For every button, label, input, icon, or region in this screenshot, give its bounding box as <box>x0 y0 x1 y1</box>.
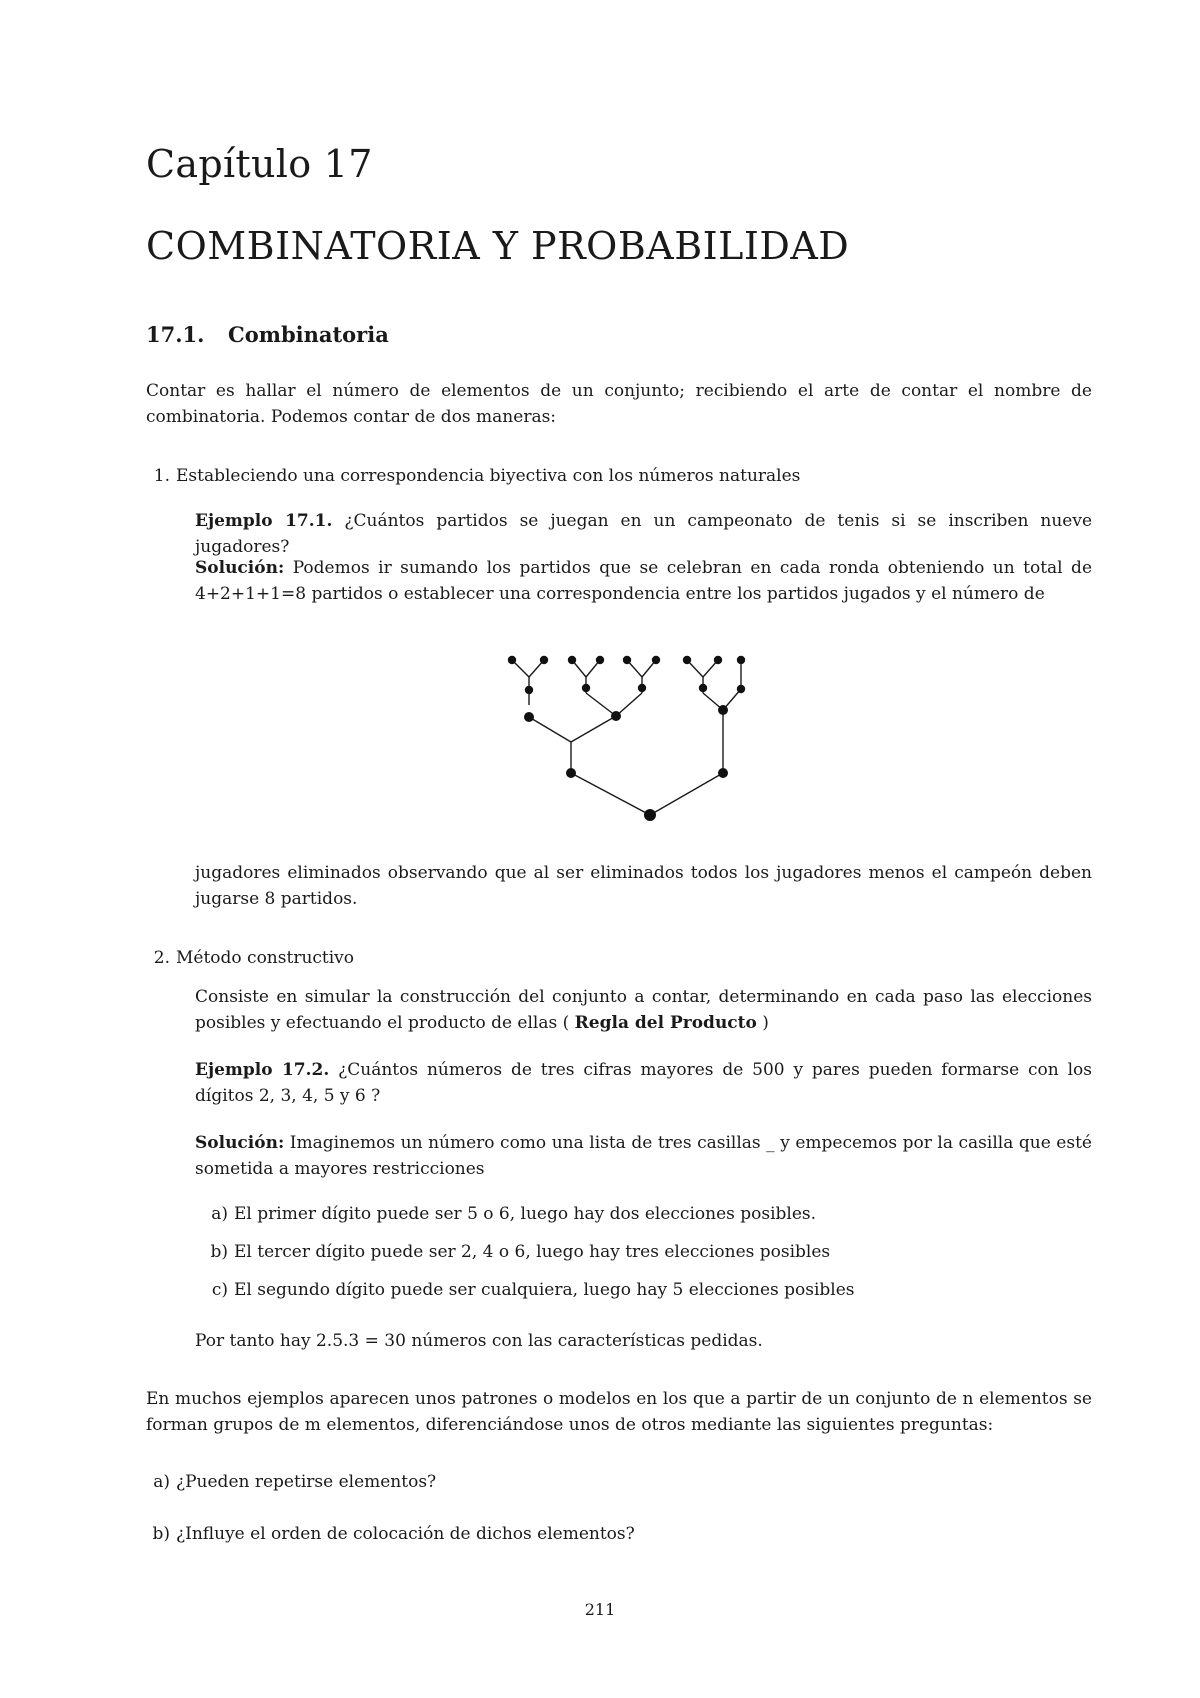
example-text: ¿Cuántos números de tres cifras mayores de 500 y pares pueden formarse con los dígitos 2, 3, 4, 5 y 6 ? <box>195 1060 1092 1106</box>
example-text: ¿Cuántos partidos se juegan en un campeonato de tenis si se inscriben nueve jugadores? <box>195 511 1093 557</box>
intro-paragraph: Contar es hallar el número de elementos de un conjunto; recibiendo el arte de contar el nombre de combinatoria. Podemos contar de dos maneras: <box>146 381 1092 427</box>
sub-item-text: El primer dígito puede ser 5 o 6, luego hay dos elecciones posibles. <box>234 1204 817 1224</box>
sub-item-label: a) <box>211 1204 228 1224</box>
solution-text: Podemos ir sumando los partidos que se celebran en cada ronda obteniendo un total de 4+2+1+1=8 partidos o establecer una correspondencia entre los partidos jugados y el número de <box>195 558 1093 604</box>
section-heading <box>146 322 389 347</box>
product-rule-term: Regla del Producto <box>574 1013 757 1033</box>
page-number: 211 <box>584 1600 616 1619</box>
question-text: ¿Influye el orden de colocación de dichos elementos? <box>176 1524 635 1544</box>
sub-item-text: El segundo dígito puede ser cualquiera, luego hay 5 elecciones posibles <box>234 1280 855 1300</box>
list-item-number: 2. <box>153 948 170 968</box>
tree-edges <box>512 660 741 815</box>
solution-text: Imaginemos un número como una lista de tres casillas _ y empecemos por la casilla que esté sometida a mayores restricciones <box>195 1133 1092 1179</box>
solution-1 <box>195 555 1092 607</box>
tree-nodes <box>508 656 745 821</box>
example-label: Ejemplo 17.1. <box>195 511 333 531</box>
section-number: 17.1. <box>146 322 205 347</box>
sub-item-text: El tercer dígito puede ser 2, 4 o 6, luego hay tres elecciones posibles <box>234 1242 831 1262</box>
list-item-number: 1. <box>153 466 170 486</box>
sub-item-label: c) <box>211 1280 228 1300</box>
sub-item-label: b) <box>210 1242 228 1262</box>
solution-label: Solución: <box>195 558 285 578</box>
section-title: Combinatoria <box>228 322 389 347</box>
method-text-end: ) <box>762 1013 769 1033</box>
chapter-heading: Capítulo 17 <box>146 142 373 186</box>
list-item-text: Método constructivo <box>176 948 355 968</box>
question-label: b) <box>152 1524 170 1544</box>
method-description <box>195 984 1092 1036</box>
chapter-title: COMBINATORIA Y PROBABILIDAD <box>146 224 850 268</box>
example-label: Ejemplo 17.2. <box>195 1060 330 1080</box>
solution-2 <box>195 1130 1092 1182</box>
question-label: a) <box>153 1472 170 1492</box>
conclusion: Por tanto hay 2.5.3 = 30 números con las características pedidas. <box>195 1331 763 1351</box>
example-1 <box>195 508 1092 560</box>
example-2 <box>195 1057 1092 1109</box>
question-text: ¿Pueden repetirse elementos? <box>176 1472 437 1492</box>
list-item-text: Estableciendo una correspondencia biyectiva con los números naturales <box>176 466 801 486</box>
solution-label: Solución: <box>195 1133 285 1153</box>
tournament-tree-diagram <box>498 645 768 835</box>
closing-paragraph: En muchos ejemplos aparecen unos patrones o modelos en los que a partir de un conjunto de n elementos se forman grupos de m elementos, diferenciándose unos de otros mediante las siguientes preguntas: <box>146 1389 1092 1435</box>
method-text: Consiste en simular la construcción del conjunto a contar, determinando en cada paso las elecciones posibles y efectuando el producto de ellas ( <box>195 987 1092 1033</box>
after-figure-paragraph: jugadores eliminados observando que al ser eliminados todos los jugadores menos el campeón deben jugarse 8 partidos. <box>195 863 1092 909</box>
